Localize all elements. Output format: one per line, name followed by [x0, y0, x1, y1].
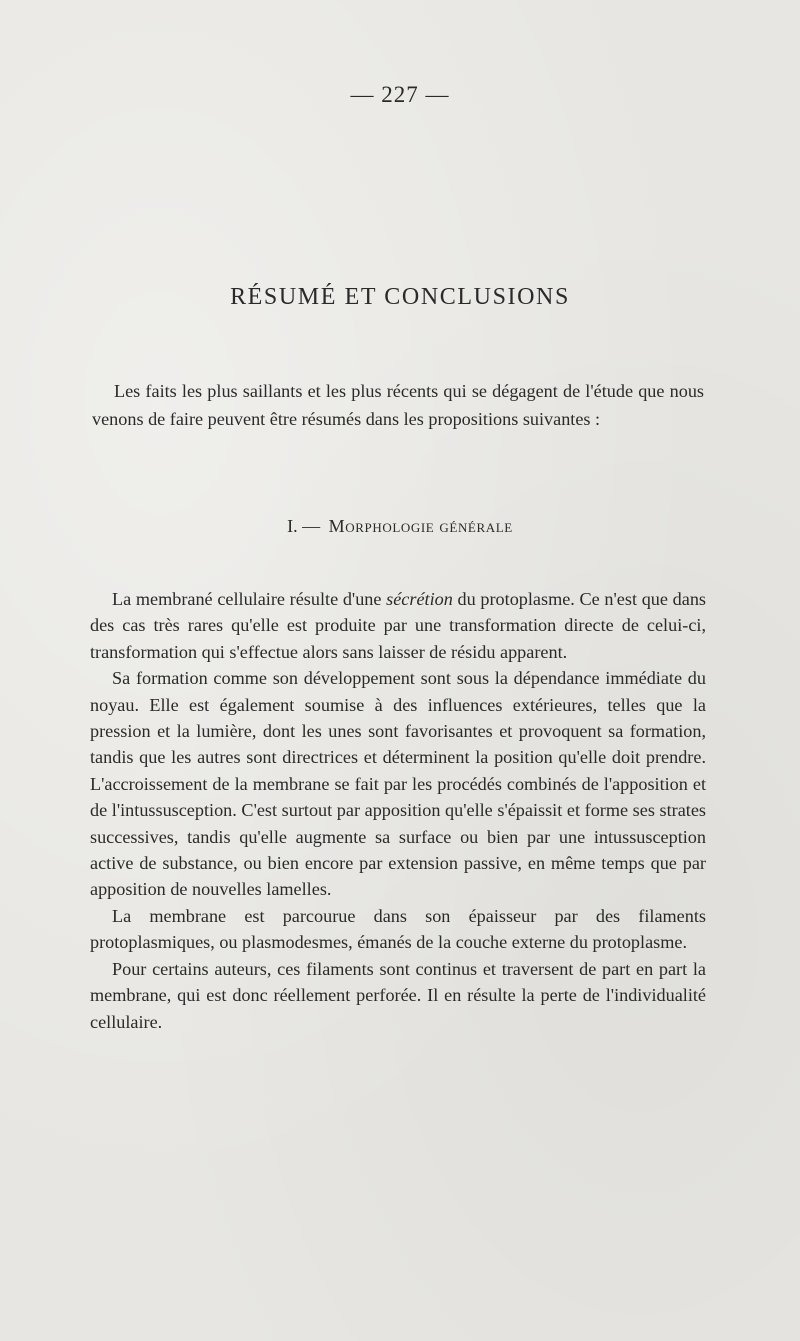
subsection-heading	[0, 516, 800, 537]
body-text	[90, 586, 706, 1035]
subsection-title: Morphologie générale	[328, 516, 513, 536]
paragraph-text: La membrané cellulaire résulte d'une	[112, 589, 387, 609]
paragraph-membrane-formation: Sa formation comme son développement sont sous la dépendance immédiate du noyau. Elle est également soumise à des influences extérieures, telles que la pression et la lumière, dont les unes sont favorisantes et provoquent sa formation, tandis que les autres sont directrices et déterminent la position qu'elle doit prendre. L'accroissement de la membrane se fait par les procédés combinés de l'apposition et de l'intussusception. C'est surtout par apposition qu'elle s'épaissit et forme ses strates successives, tandis qu'elle augmente sa surface ou bien par une intussusception active de substance, ou bien encore par extension passive, en même temps que par apposition de nouvelles lamelles.	[90, 668, 706, 900]
subsection-number: I. —	[287, 516, 321, 536]
paragraph-text: du protoplasme. Ce n'est que dans des cas très rares qu'elle est produite par une transformation directe de celui-ci, transformation qui s'effectue alors sans laisser de résidu apparent.	[90, 589, 706, 662]
paragraph-plasmodesmata: La membrane est parcourue dans son épaisseur par des filaments protoplasmiques, ou plasmodesmes, émanés de la couche externe du protoplasme.	[90, 905, 706, 953]
page-number: — 227 —	[350, 82, 450, 107]
emphasized-term: sécrétion	[386, 589, 453, 609]
paragraph-membrane-secretion	[90, 586, 706, 665]
paragraph-filaments: Pour certains auteurs, ces filaments sont continus et traversent de part en part la membrane, qui est donc réellement perforée. Il en résulte la perte de l'individualité cellulaire.	[90, 958, 706, 1032]
intro-paragraph: Les faits les plus saillants et les plus récents qui se dégagent de l'étude que nous venons de faire peuvent être résumés dans les propositions suivantes :	[92, 381, 704, 429]
section-title: RÉSUMÉ ET CONCLUSIONS	[230, 284, 570, 310]
